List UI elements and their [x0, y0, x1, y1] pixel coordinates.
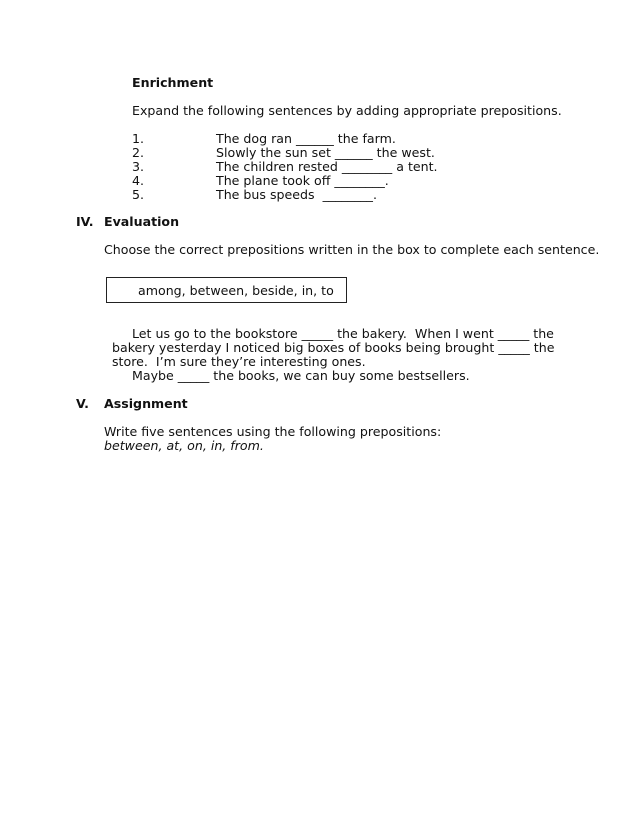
- word-box-text: among, between, beside, in, to: [138, 283, 334, 298]
- list-item-number: 4.: [132, 173, 145, 188]
- assignment-heading: Assignment: [104, 396, 188, 411]
- paragraph-line: bakery yesterday I noticed big boxes of books being brought _____ the: [112, 340, 555, 355]
- paragraph-line: Maybe _____ the books, we can buy some bestsellers.: [132, 368, 470, 383]
- list-item-text: The bus speeds ________.: [216, 187, 377, 202]
- enrichment-heading: Enrichment: [132, 75, 214, 90]
- evaluation-heading: Evaluation: [104, 214, 180, 229]
- list-item-number: 3.: [132, 159, 145, 174]
- enrichment-instruction: Expand the following sentences by adding appropriate prepositions.: [132, 103, 562, 118]
- list-item-text: The plane took off ________.: [216, 173, 389, 188]
- list-item-text: The children rested ________ a tent.: [216, 159, 438, 174]
- list-item-number: 2.: [132, 145, 145, 160]
- word-box: [106, 277, 347, 303]
- list-item-number: 5.: [132, 187, 145, 202]
- assignment-prepositions: between, at, on, in, from.: [104, 438, 264, 453]
- evaluation-instruction: Choose the correct prepositions written in the box to complete each sentence.: [104, 242, 600, 257]
- evaluation-section-number: IV.: [76, 214, 94, 229]
- list-item-text: Slowly the sun set ______ the west.: [216, 145, 435, 160]
- paragraph-line: store. I’m sure they’re interesting ones.: [112, 354, 366, 369]
- list-item-text: The dog ran ______ the farm.: [216, 131, 396, 146]
- assignment-instruction: Write five sentences using the following prepositions:: [104, 424, 442, 439]
- assignment-section-number: V.: [76, 396, 89, 411]
- list-item-number: 1.: [132, 131, 145, 146]
- paragraph-line: Let us go to the bookstore _____ the bakery. When I went _____ the: [132, 326, 554, 341]
